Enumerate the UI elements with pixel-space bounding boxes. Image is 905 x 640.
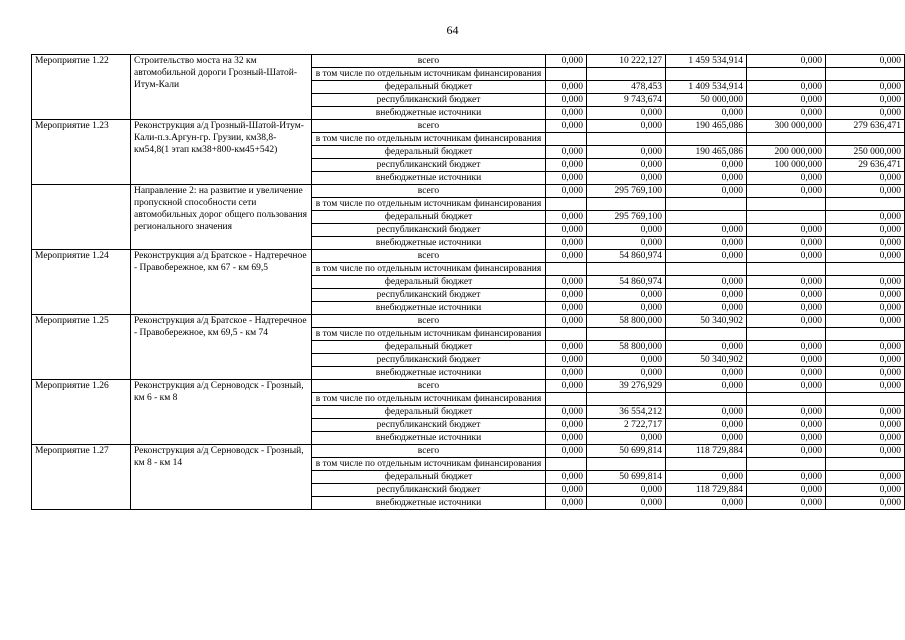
- value-cell: 0,000: [747, 289, 826, 302]
- value-cell: 0,000: [546, 276, 587, 289]
- value-cell: 0,000: [666, 471, 747, 484]
- funding-source-cell: федеральный бюджет: [312, 406, 546, 419]
- description-cell: Строительство моста на 32 км автомобильной дороги Грозный-Шатой-Итум-Кали: [131, 55, 312, 120]
- value-cell: [587, 393, 666, 406]
- value-cell: 0,000: [747, 94, 826, 107]
- value-cell: 54 860,974: [587, 276, 666, 289]
- value-cell: 39 276,929: [587, 380, 666, 393]
- value-cell: 0,000: [826, 354, 905, 367]
- value-cell: 0,000: [587, 367, 666, 380]
- value-cell: 0,000: [546, 497, 587, 510]
- value-cell: 0,000: [666, 289, 747, 302]
- funding-source-cell: республиканский бюджет: [312, 159, 546, 172]
- value-cell: 0,000: [587, 497, 666, 510]
- value-cell: [546, 458, 587, 471]
- value-cell: [826, 393, 905, 406]
- value-cell: 0,000: [826, 484, 905, 497]
- value-cell: 300 000,000: [747, 120, 826, 133]
- funding-source-cell: всего: [312, 55, 546, 68]
- value-cell: 0,000: [546, 341, 587, 354]
- value-cell: 0,000: [546, 224, 587, 237]
- value-cell: 118 729,884: [666, 484, 747, 497]
- value-cell: 50 699,814: [587, 471, 666, 484]
- value-cell: 0,000: [587, 484, 666, 497]
- value-cell: [666, 393, 747, 406]
- value-cell: 0,000: [747, 406, 826, 419]
- budget-table-body: [32, 55, 905, 510]
- value-cell: [747, 133, 826, 146]
- value-cell: 58 800,000: [587, 341, 666, 354]
- value-cell: 0,000: [587, 289, 666, 302]
- value-cell: 0,000: [546, 289, 587, 302]
- value-cell: 0,000: [747, 380, 826, 393]
- funding-source-cell: республиканский бюджет: [312, 354, 546, 367]
- value-cell: 0,000: [826, 94, 905, 107]
- value-cell: 1 459 534,914: [666, 55, 747, 68]
- value-cell: [826, 328, 905, 341]
- funding-source-cell: всего: [312, 380, 546, 393]
- value-cell: 0,000: [546, 250, 587, 263]
- value-cell: 0,000: [587, 146, 666, 159]
- value-cell: 0,000: [747, 250, 826, 263]
- value-cell: [747, 328, 826, 341]
- value-cell: 0,000: [587, 159, 666, 172]
- funding-source-cell: федеральный бюджет: [312, 276, 546, 289]
- value-cell: 0,000: [826, 172, 905, 185]
- event-cell: Мероприятие 1.22: [32, 55, 131, 120]
- funding-source-cell: внебюджетные источники: [312, 172, 546, 185]
- value-cell: 9 743,674: [587, 94, 666, 107]
- value-cell: 0,000: [826, 367, 905, 380]
- funding-source-cell: внебюджетные источники: [312, 497, 546, 510]
- value-cell: [587, 263, 666, 276]
- value-cell: 295 769,100: [587, 185, 666, 198]
- value-cell: 0,000: [546, 484, 587, 497]
- description-cell: Направление 2: на развитие и увеличение пропускной способности сети автомобильных дорог общего пользования регионального значения: [131, 185, 312, 250]
- funding-source-cell: республиканский бюджет: [312, 484, 546, 497]
- funding-source-cell: внебюджетные источники: [312, 107, 546, 120]
- value-cell: [747, 68, 826, 81]
- value-cell: 190 465,086: [666, 146, 747, 159]
- value-cell: 0,000: [587, 224, 666, 237]
- value-cell: 0,000: [546, 406, 587, 419]
- value-cell: 0,000: [826, 380, 905, 393]
- funding-source-cell: в том числе по отдельным источникам финансирования: [312, 68, 546, 81]
- table-row: [32, 120, 905, 133]
- value-cell: 478,453: [587, 81, 666, 94]
- value-cell: 0,000: [546, 354, 587, 367]
- value-cell: 0,000: [546, 432, 587, 445]
- value-cell: 0,000: [747, 172, 826, 185]
- value-cell: 2 722,717: [587, 419, 666, 432]
- value-cell: 0,000: [587, 354, 666, 367]
- value-cell: 0,000: [826, 471, 905, 484]
- value-cell: [666, 328, 747, 341]
- value-cell: 0,000: [546, 107, 587, 120]
- value-cell: 0,000: [666, 172, 747, 185]
- value-cell: 0,000: [747, 367, 826, 380]
- funding-source-cell: федеральный бюджет: [312, 341, 546, 354]
- funding-source-cell: внебюджетные источники: [312, 432, 546, 445]
- value-cell: 0,000: [826, 81, 905, 94]
- value-cell: [587, 328, 666, 341]
- value-cell: 0,000: [666, 419, 747, 432]
- value-cell: [587, 68, 666, 81]
- value-cell: 0,000: [587, 302, 666, 315]
- funding-source-cell: в том числе по отдельным источникам финансирования: [312, 198, 546, 211]
- value-cell: 0,000: [666, 276, 747, 289]
- value-cell: 0,000: [747, 81, 826, 94]
- event-cell: Мероприятие 1.26: [32, 380, 131, 445]
- value-cell: 0,000: [666, 380, 747, 393]
- description-cell: Реконструкция а/д Серноводск - Грозный, км 6 - км 8: [131, 380, 312, 445]
- value-cell: 0,000: [546, 185, 587, 198]
- value-cell: [747, 458, 826, 471]
- value-cell: 0,000: [546, 120, 587, 133]
- value-cell: 0,000: [546, 380, 587, 393]
- value-cell: 0,000: [546, 146, 587, 159]
- value-cell: [666, 68, 747, 81]
- funding-source-cell: всего: [312, 315, 546, 328]
- funding-source-cell: федеральный бюджет: [312, 211, 546, 224]
- value-cell: 0,000: [747, 224, 826, 237]
- value-cell: 0,000: [546, 81, 587, 94]
- table-row: [32, 250, 905, 263]
- value-cell: 118 729,884: [666, 445, 747, 458]
- table-row: [32, 315, 905, 328]
- value-cell: 0,000: [666, 237, 747, 250]
- value-cell: 0,000: [826, 107, 905, 120]
- value-cell: 0,000: [747, 354, 826, 367]
- value-cell: 50 000,000: [666, 94, 747, 107]
- description-cell: Реконструкция а/д Грозный-Шатой-Итум-Кали-п.з.Аргун-гр. Грузии, км38,8-км54,8(1 этап км38+800-км45+542): [131, 120, 312, 185]
- budget-table: [31, 54, 905, 510]
- value-cell: 0,000: [826, 185, 905, 198]
- value-cell: 1 409 534,914: [666, 81, 747, 94]
- value-cell: 0,000: [826, 289, 905, 302]
- event-cell: Мероприятие 1.27: [32, 445, 131, 510]
- value-cell: 0,000: [666, 185, 747, 198]
- value-cell: 58 800,000: [587, 315, 666, 328]
- value-cell: [587, 458, 666, 471]
- value-cell: [826, 133, 905, 146]
- value-cell: 0,000: [747, 185, 826, 198]
- value-cell: 10 222,127: [587, 55, 666, 68]
- value-cell: 0,000: [826, 432, 905, 445]
- value-cell: 0,000: [747, 471, 826, 484]
- value-cell: 0,000: [826, 497, 905, 510]
- table-row: [32, 185, 905, 198]
- event-cell: [32, 185, 131, 250]
- value-cell: 0,000: [747, 484, 826, 497]
- funding-source-cell: всего: [312, 185, 546, 198]
- value-cell: 0,000: [546, 419, 587, 432]
- funding-source-cell: в том числе по отдельным источникам финансирования: [312, 328, 546, 341]
- value-cell: 0,000: [666, 302, 747, 315]
- value-cell: 0,000: [587, 107, 666, 120]
- value-cell: 0,000: [826, 419, 905, 432]
- description-cell: Реконструкция а/д Серноводск - Грозный, км 8 - км 14: [131, 445, 312, 510]
- funding-source-cell: всего: [312, 120, 546, 133]
- value-cell: [546, 198, 587, 211]
- value-cell: 0,000: [666, 497, 747, 510]
- value-cell: 0,000: [826, 445, 905, 458]
- funding-source-cell: федеральный бюджет: [312, 81, 546, 94]
- value-cell: [546, 133, 587, 146]
- value-cell: 0,000: [546, 211, 587, 224]
- page-number: 64: [446, 23, 459, 37]
- value-cell: 29 636,471: [826, 159, 905, 172]
- value-cell: [546, 263, 587, 276]
- value-cell: [826, 68, 905, 81]
- value-cell: [666, 458, 747, 471]
- value-cell: 0,000: [546, 237, 587, 250]
- value-cell: 0,000: [747, 315, 826, 328]
- event-cell: Мероприятие 1.23: [32, 120, 131, 185]
- funding-source-cell: в том числе по отдельным источникам финансирования: [312, 263, 546, 276]
- description-cell: Реконструкция а/д Братское - Надтеречное - Правобережное, км 69,5 - км 74: [131, 315, 312, 380]
- value-cell: 0,000: [826, 237, 905, 250]
- value-cell: 0,000: [587, 237, 666, 250]
- funding-source-cell: республиканский бюджет: [312, 224, 546, 237]
- value-cell: [747, 211, 826, 224]
- value-cell: 50 340,902: [666, 315, 747, 328]
- value-cell: 0,000: [666, 367, 747, 380]
- funding-source-cell: в том числе по отдельным источникам финансирования: [312, 458, 546, 471]
- value-cell: 50 340,902: [666, 354, 747, 367]
- value-cell: 0,000: [546, 445, 587, 458]
- description-cell: Реконструкция а/д Братское - Надтеречное - Правобережное, км 67 - км 69,5: [131, 250, 312, 315]
- value-cell: 0,000: [747, 497, 826, 510]
- funding-source-cell: республиканский бюджет: [312, 289, 546, 302]
- value-cell: [826, 263, 905, 276]
- value-cell: 0,000: [546, 471, 587, 484]
- value-cell: 0,000: [666, 250, 747, 263]
- value-cell: 0,000: [747, 302, 826, 315]
- funding-source-cell: федеральный бюджет: [312, 146, 546, 159]
- value-cell: 0,000: [826, 341, 905, 354]
- value-cell: 250 000,000: [826, 146, 905, 159]
- funding-source-cell: в том числе по отдельным источникам финансирования: [312, 133, 546, 146]
- value-cell: 0,000: [546, 159, 587, 172]
- value-cell: 0,000: [587, 172, 666, 185]
- value-cell: 0,000: [826, 250, 905, 263]
- table-row: [32, 380, 905, 393]
- funding-source-cell: всего: [312, 445, 546, 458]
- value-cell: 0,000: [546, 94, 587, 107]
- value-cell: 0,000: [587, 120, 666, 133]
- value-cell: 0,000: [826, 302, 905, 315]
- value-cell: [826, 198, 905, 211]
- table-row: [32, 445, 905, 458]
- value-cell: 0,000: [826, 224, 905, 237]
- funding-source-cell: федеральный бюджет: [312, 471, 546, 484]
- value-cell: [666, 133, 747, 146]
- value-cell: 0,000: [666, 341, 747, 354]
- value-cell: 50 699,814: [587, 445, 666, 458]
- value-cell: 190 465,086: [666, 120, 747, 133]
- value-cell: 0,000: [826, 55, 905, 68]
- funding-source-cell: внебюджетные источники: [312, 367, 546, 380]
- value-cell: 0,000: [747, 237, 826, 250]
- value-cell: 0,000: [826, 406, 905, 419]
- funding-source-cell: всего: [312, 250, 546, 263]
- value-cell: 0,000: [826, 276, 905, 289]
- value-cell: 0,000: [546, 55, 587, 68]
- value-cell: [666, 263, 747, 276]
- value-cell: 0,000: [587, 432, 666, 445]
- value-cell: 0,000: [747, 445, 826, 458]
- value-cell: 0,000: [826, 315, 905, 328]
- value-cell: [546, 393, 587, 406]
- value-cell: [826, 458, 905, 471]
- value-cell: [747, 393, 826, 406]
- value-cell: 0,000: [747, 107, 826, 120]
- event-cell: Мероприятие 1.24: [32, 250, 131, 315]
- value-cell: 279 636,471: [826, 120, 905, 133]
- value-cell: 200 000,000: [747, 146, 826, 159]
- value-cell: 0,000: [747, 419, 826, 432]
- funding-source-cell: в том числе по отдельным источникам финансирования: [312, 393, 546, 406]
- value-cell: 0,000: [546, 315, 587, 328]
- value-cell: 0,000: [747, 55, 826, 68]
- value-cell: [747, 263, 826, 276]
- event-cell: Мероприятие 1.25: [32, 315, 131, 380]
- value-cell: 0,000: [666, 224, 747, 237]
- value-cell: 0,000: [546, 367, 587, 380]
- value-cell: [587, 133, 666, 146]
- value-cell: 0,000: [666, 432, 747, 445]
- value-cell: [666, 198, 747, 211]
- value-cell: [666, 211, 747, 224]
- value-cell: 295 769,100: [587, 211, 666, 224]
- value-cell: [546, 68, 587, 81]
- value-cell: 100 000,000: [747, 159, 826, 172]
- value-cell: 0,000: [826, 211, 905, 224]
- value-cell: 36 554,212: [587, 406, 666, 419]
- value-cell: 54 860,974: [587, 250, 666, 263]
- funding-source-cell: республиканский бюджет: [312, 94, 546, 107]
- value-cell: 0,000: [747, 432, 826, 445]
- table-row: [32, 55, 905, 68]
- value-cell: 0,000: [666, 406, 747, 419]
- funding-source-cell: внебюджетные источники: [312, 237, 546, 250]
- value-cell: 0,000: [747, 341, 826, 354]
- value-cell: [747, 198, 826, 211]
- value-cell: 0,000: [546, 302, 587, 315]
- value-cell: [546, 328, 587, 341]
- value-cell: 0,000: [546, 172, 587, 185]
- value-cell: [587, 198, 666, 211]
- funding-source-cell: республиканский бюджет: [312, 419, 546, 432]
- funding-source-cell: внебюджетные источники: [312, 302, 546, 315]
- value-cell: 0,000: [666, 159, 747, 172]
- value-cell: 0,000: [666, 107, 747, 120]
- value-cell: 0,000: [747, 276, 826, 289]
